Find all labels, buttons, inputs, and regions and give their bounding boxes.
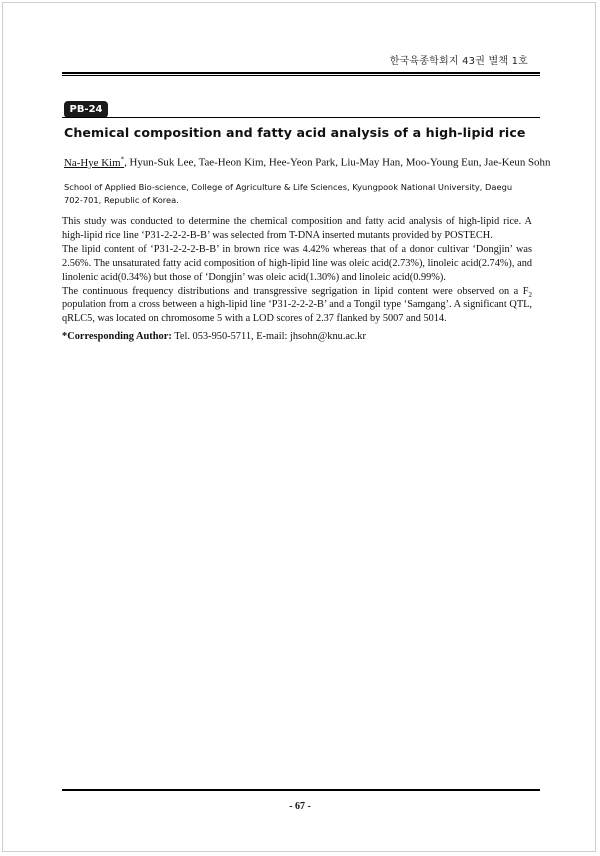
badge-rule (62, 117, 540, 118)
co-authors: , Hyun-Suk Lee, Tae-Heon Kim, Hee-Yeon Park, Liu-May Han, Moo-Young Eun, Jae-Keun Sohn (124, 156, 551, 169)
abstract-line: qRLC5, was located on chromosome 5 with a LOD scores of 2.37 flanked by 5007 and 5014. (62, 313, 447, 325)
corresponding-mark: * (120, 155, 125, 163)
abstract-id-badge: PB-24 (64, 101, 108, 118)
abstract-line: population from a cross between a high-lipid line ‘P31-2-2-2-B’ and a Tongil type ‘Samgang’. A significant QTL, (62, 299, 532, 311)
abstract-line: 2.56%. The unsaturated fatty acid composition of high-lipid line was oleic acid(2.73%), linoleic acid(2.74%), and (62, 257, 532, 269)
author-list (64, 155, 551, 169)
subscript: 2 (528, 290, 532, 299)
corresponding-contact: Tel. 053-950-5711, E-mail: jhsohn@knu.ac.kr (171, 331, 366, 342)
abstract-line: high-lipid rice line ‘P31-2-2-2-B-B’ was selected from T-DNA inserted mutants provided by POSTECH. (62, 229, 493, 241)
affiliation (64, 181, 534, 207)
abstract-body (62, 215, 532, 326)
header-rule (62, 72, 540, 74)
abstract-line: The lipid content of ‘P31-2-2-2-B-B’ in brown rice was 4.42% whereas that of a donor cultivar ‘Dongjin’ was (62, 243, 532, 255)
journal-header: 한국육종학회지 43권 별책 1호 (389, 56, 528, 67)
affiliation-line: 702-701, Republic of Korea. (64, 195, 179, 205)
first-author: Na-Hye Kim* (64, 155, 125, 169)
header-rule-thin (62, 75, 540, 76)
abstract-line: This study was conducted to determine the chemical composition and fatty acid analysis of high-lipid rice. A (62, 216, 532, 227)
abstract-line: linolenic acid(0.34%) but those of ‘Dongjin’ was oleic acid(1.30%) and linoleic acid(0.99%). (62, 271, 446, 283)
abstract-line: The continuous frequency distributions and transgressive segrigation in lipid content were observed on a $F_2$ (62, 285, 532, 299)
corresponding-label: *Corresponding Author: (62, 331, 172, 342)
affiliation-line: School of Applied Bio-science, College of Agriculture & Life Sciences, Kyungpook National University, Daegu (64, 182, 513, 192)
page-number: - 67 - (289, 801, 311, 812)
footer-rule (62, 789, 540, 791)
corresponding-author (62, 331, 542, 342)
paper-title: Chemical composition and fatty acid analysis of a high-lipid rice (64, 125, 526, 140)
